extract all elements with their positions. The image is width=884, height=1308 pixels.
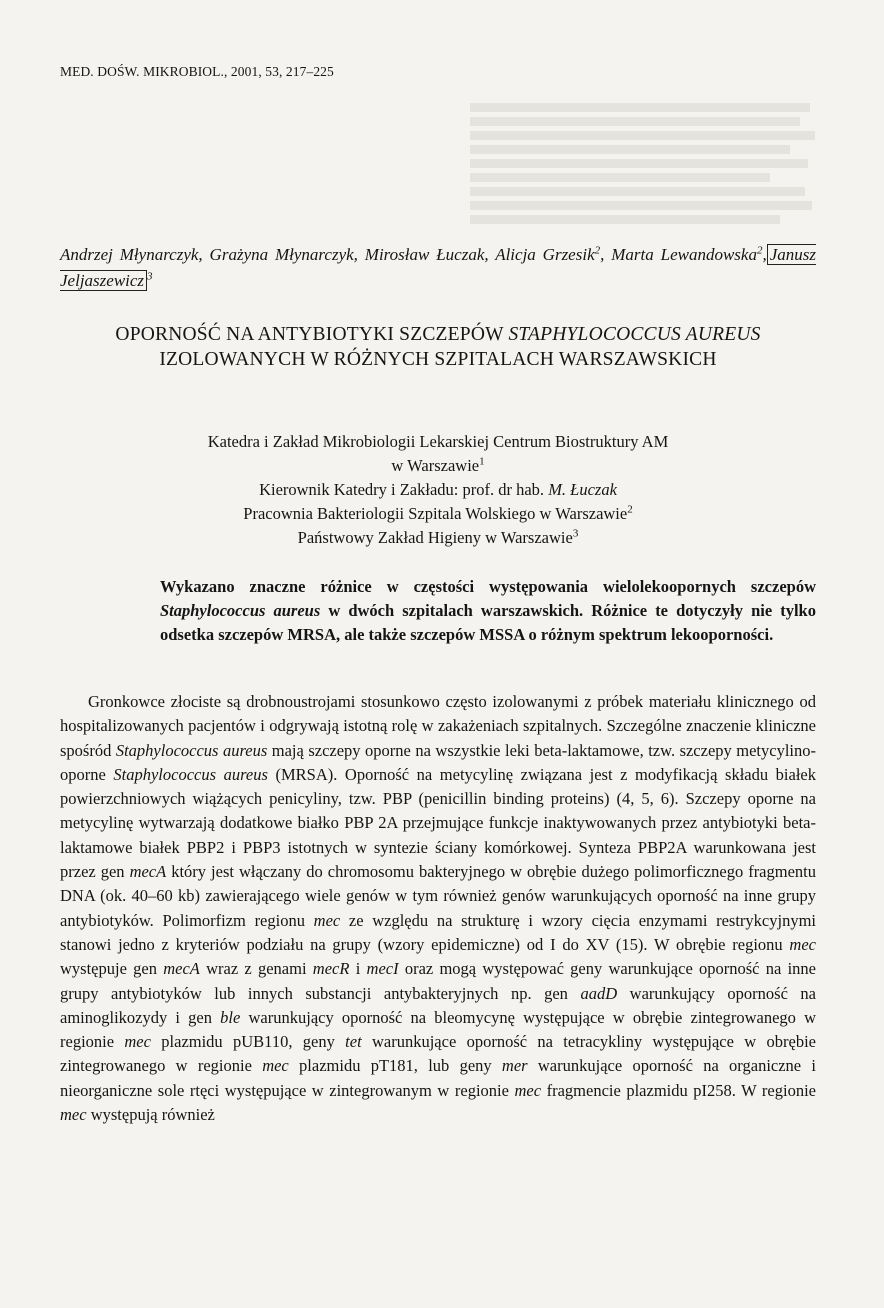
affiliation-line: Państwowy Zakład Higieny w Warszawie$^3$ — [297, 527, 579, 547]
affiliations — [60, 430, 816, 550]
affiliation-mark: 2 — [756, 244, 763, 257]
body-text — [60, 690, 816, 1127]
title-part: IZOLOWANYCH W RÓŻNYCH SZPITALACH WARSZAWSKICH — [159, 349, 717, 370]
author-names: Andrzej Młynarczyk, Grażyna Młynarczyk, Mirosław Łuczak, Alicja Grzesik — [60, 245, 595, 264]
boxed-author: Janusz Jeljaszewicz — [60, 245, 816, 290]
affiliation-line: Kierownik Katedry i Zakładu: prof. dr hab. M. Łuczak — [259, 480, 617, 499]
title-species: STAPHYLOCOCCUS AUREUS — [508, 324, 761, 345]
abstract: Wykazano znaczne różnice w częstości występowania wielolekoopornych szczepów Staphylococcus aureus w dwóch szpitalach warszawskich. Różnice te dotyczyły nie tylko odsetka szczepów MRSA, ale także szczepów MSSA o różnym spektrum lekooporności. — [160, 577, 816, 644]
affiliation-line: Katedra i Zakład Mikrobiologii Lekarskiej Centrum Biostruktury AM — [207, 432, 669, 451]
title-part: OPORNOŚĆ NA ANTYBIOTYKI SZCZEPÓW — [115, 324, 509, 345]
journal-header: MED. DOŚW. MIKROBIOL., 2001, 53, 217–225 — [60, 64, 334, 79]
paragraph: Gronkowce złociste są drobnoustrojami stosunkowo często izolowanymi z próbek materiału klinicznego od hospitalizowanych pacjentów i odgrywają istotną rolę w zakażeniach szpitalnych. Szczególne znaczenie kliniczne spośród Staphylococcus aureus mają szczepy oporne na wszystkie leki beta-laktamowe, tzw. szczepy metycylino-oporne Staphylococcus aureus (MRSA). Oporność na metycylinę związana jest z modyfikacją składu białek powierzchniowych wiążących penicyliny, tzw. PBP (penicillin binding proteins) (4, 5, 6). Szczepy oporne na metycylinę wytwarzają dodatkowe białko PBP 2A przejmujące funkcje inaktywowanych przez antybiotyki beta-laktamowe białek PBP2 i PBP3 istotnych w syntezie ściany komórkowej. Synteza PBP2A warunkowana jest przez gen mecA który jest włączany do chromosomu bakteryjnego w obrębie dużego polimorficznego fragmentu DNA (ok. 40–60 kb) zawierającego wiele genów w tym również genów warunkujących oporność na inne grupy antybiotyków. Polimorfizm regionu mec ze względu na strukturę i wzory cięcia enzymami restrykcyjnymi stanowi jedno z kryteriów podziału na grupy (wzory epidemiczne) od I do XV (15). W obrębie regionu mec występuje gen mecA wraz z genami mecR i mecI oraz mogą występować geny warunkujące oporność na inne grupy antybiotyków lub innych substancji antybakteryjnych np. gen aadD warunkujący oporność na aminoglikozydy i gen ble warunkujący oporność na bleomycynę występujące w obrębie zintegrowanego w regionie mec plazmidu pUB110, geny tet warunkujące oporność na tetracykliny występujące w obrębie zintegrowanego w regionie mec plazmidu pT181, lub geny mer warunkujące oporność na organiczne i nieorganiczne sole rtęci występujące w zintegrowanym w regionie mec fragmencie plazmidu pI258. W regionie mec występują również — [60, 692, 817, 1125]
affiliation-line: w Warszawie$^1$ — [391, 455, 485, 475]
affiliation-line: Pracownia Bakteriologii Szpitala Wolskiego w Warszawie$^2$ — [243, 503, 633, 523]
affiliation-mark: 2 — [594, 244, 601, 257]
author-names-tail: , Marta Lewandowska — [600, 245, 757, 264]
author-separator: , — [762, 245, 767, 264]
affiliation-mark: 3 — [147, 270, 153, 283]
author-list — [60, 242, 816, 294]
article-title — [60, 322, 816, 372]
